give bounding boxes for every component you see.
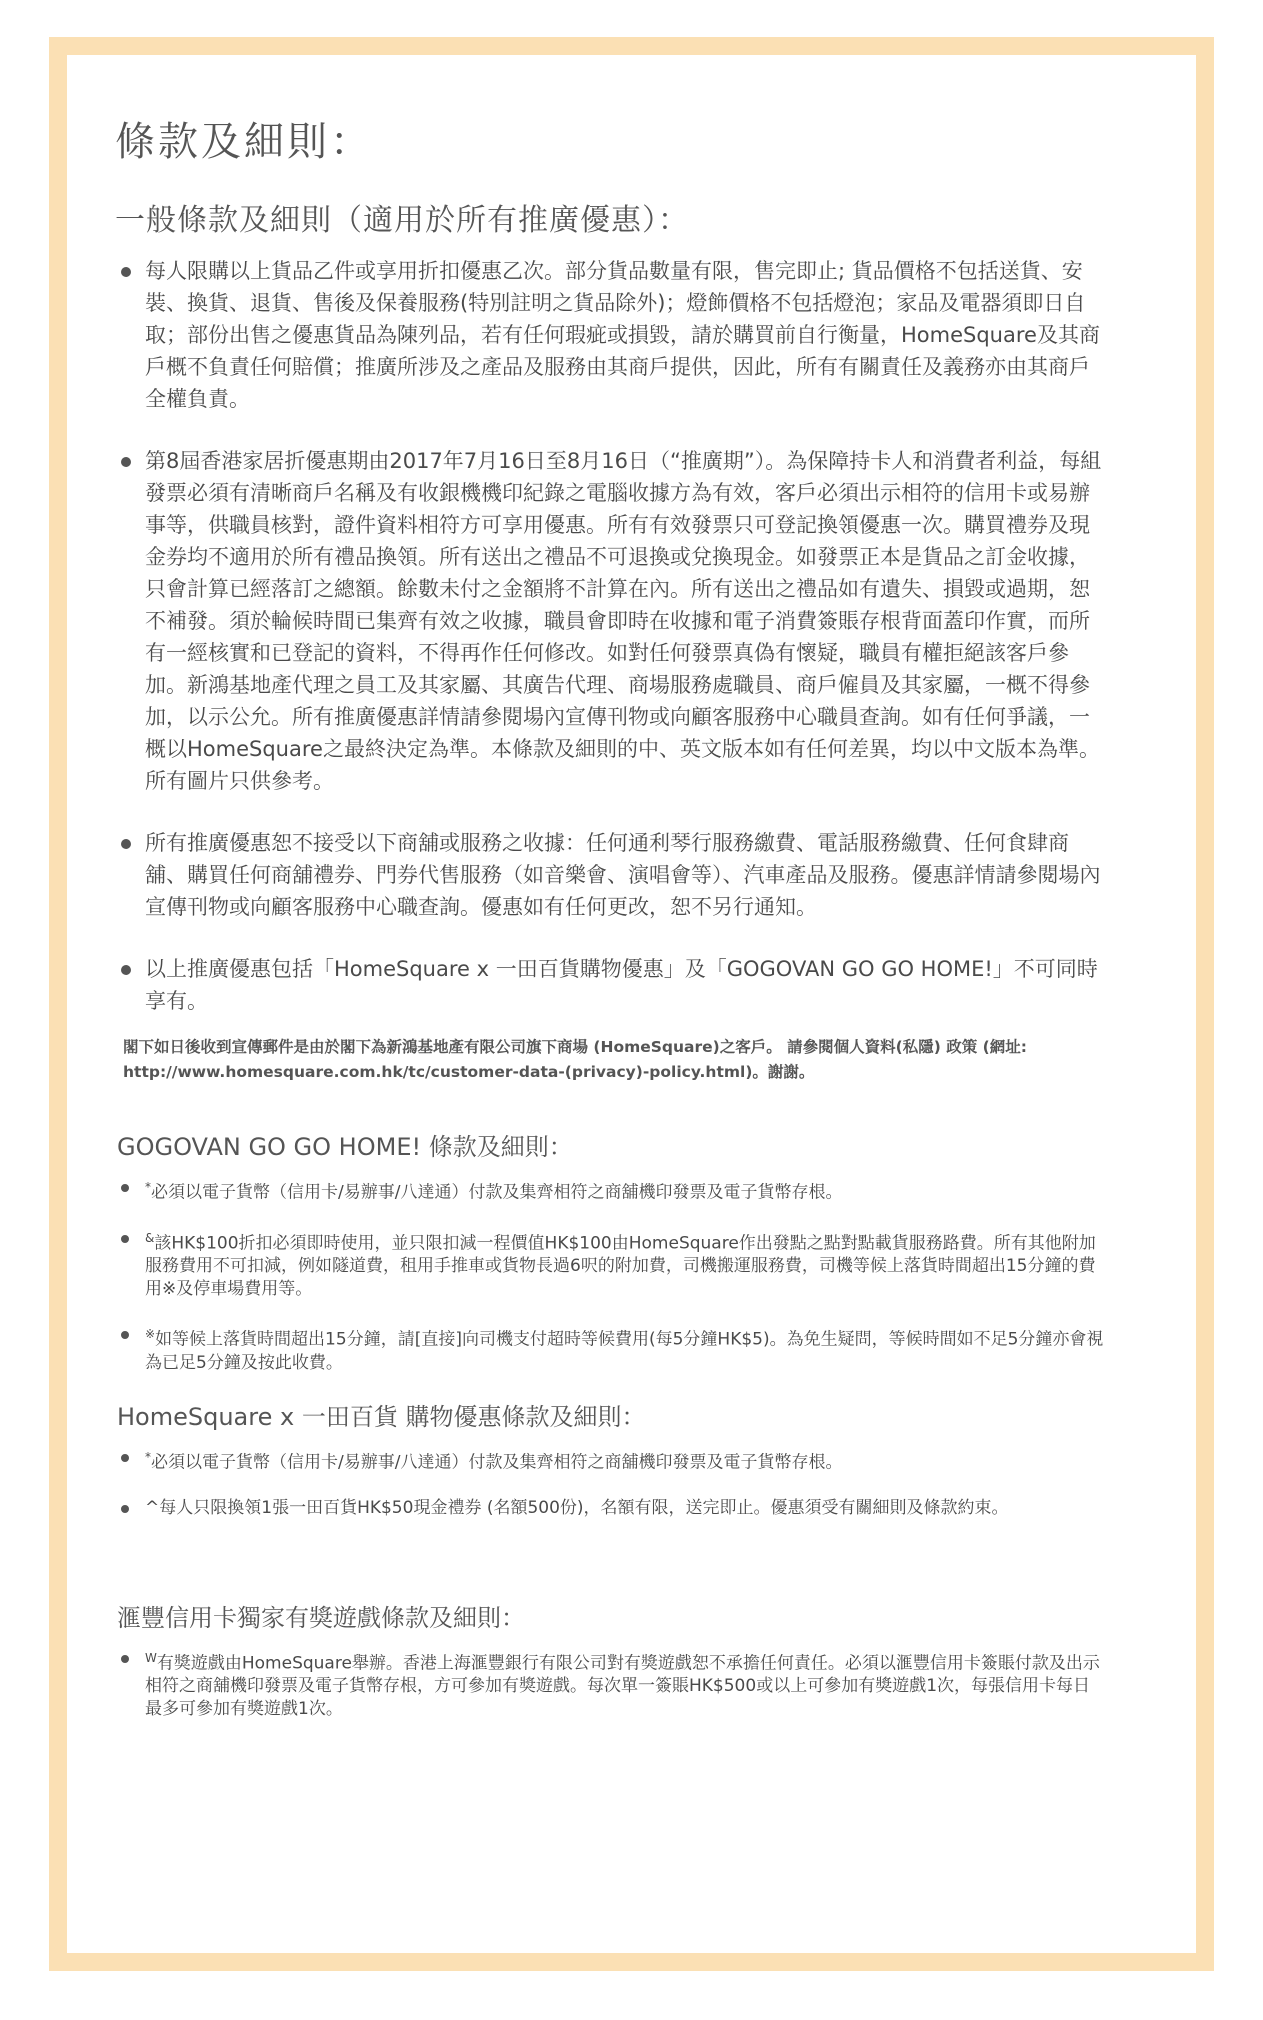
yata-terms-list [115, 1446, 1105, 1520]
hsbc-term-item: $^W$有獎遊戲由HomeSquare舉辦。香港上海滙豐銀行有限公司對有獎遊戲恕不承擔任何責任。必須以滙豐信用卡簽賬付款及出示相符之商舖機印發票及電子貨幣存根，方可參加有獎遊戲。每次單一簽賬HK$500或以上可參加有獎遊戲1次，每張信用卡每日最多可參加有獎遊戲1次。 [115, 1647, 1105, 1722]
hsbc-terms-heading: 滙豐信用卡獨家有獎遊戲條款及細則： [117, 1603, 525, 1632]
bullet-icon [121, 1235, 129, 1243]
general-term-item: 第8屆香港家居折優惠期由2017年7月16日至8月16日（“推廣期”）。為保障持卡人和消費者利益，每組發票必須有清晰商戶名稱及有收銀機機印紀錄之電腦收據方為有效，客戶必須出示相符的信用卡或易辦事等，供職員核對，證件資料相符方可享用優惠。所有有效發票只可登記換領優惠一次。購買禮券及現金券均不適用於所有禮品換領。所有送出之禮品不可退換或兌換現金。如發票正本是貨品之訂金收據，只會計算已經落訂之總額。餘數未付之金額將不計算在內。所有送出之禮品如有遺失、損毀或過期，恕不補發。須於輪候時間已集齊有效之收據，職員會即時在收據和電子消費簽賬存根背面蓋印作實，而所有一經核實和已登記的資料，不得再作任何修改。如對任何發票真偽有懷疑，職員有權拒絕該客戶參加。新鴻基地產代理之員工及其家屬、其廣告代理、商場服務處職員、商戶僱員及其家屬，一概不得參加，以示公允。所有推廣優惠詳情請參閱場內宣傳刊物或向顧客服務中心職員查詢。如有任何爭議，一概以HomeSquare之最終決定為準。本條款及細則的中、英文版本如有任何差異，均以中文版本為準。所有圖片只供參考。 [115, 445, 1105, 797]
yata-term-item: ^每人只限換領1張一田百貨HK$50現金禮券 (名額500份)，名額有限，送完即止。優惠須受有關細則及條款約束。 [115, 1497, 1105, 1520]
bullet-icon [121, 1505, 129, 1513]
bullet-icon [121, 267, 131, 277]
bullet-icon [121, 1331, 129, 1339]
gogovan-section [115, 1127, 1105, 1375]
yata-section [115, 1397, 1105, 1520]
footnote-mark: * [145, 1449, 151, 1464]
footnote-mark: ^ [145, 1497, 160, 1518]
gogovan-term-item: ※如等候上落貨時間超出15分鐘，請[直接]向司機支付超時等候費用(每5分鐘HK$5)。為免生疑問，等候時間如不足5分鐘亦會視為已足5分鐘及按此收費。 [115, 1323, 1105, 1375]
gogovan-terms-list [115, 1176, 1105, 1375]
terms-content [115, 110, 1105, 1743]
bullet-icon [121, 965, 131, 975]
footnote-mark: W [145, 1650, 157, 1665]
gogovan-terms-heading: GOGOVAN GO GO HOME! 條款及細則： [117, 1133, 573, 1161]
footnote-mark: ※ [145, 1327, 156, 1342]
bullet-icon [121, 457, 131, 467]
general-term-item: 以上推廣優惠包括「HomeSquare x 一田百貨購物優惠」及「GOGOVAN GO GO HOME!」不可同時享有。 [115, 953, 1105, 1017]
bullet-icon [121, 1454, 129, 1462]
hsbc-section [115, 1598, 1105, 1722]
gogovan-term-item: &該HK$100折扣必須即時使用，並只限扣減一程價值HK$100由HomeSquare作出發點之點對點載貨服務路費。所有其他附加服務費用不可扣減，例如隧道費，租用手推車或貨物長過6呎的附加費，司機搬運服務費，司機等候上落貨時間超出15分鐘的費用※及停車場費用等。 [115, 1227, 1105, 1302]
footnote-mark: & [145, 1230, 155, 1245]
footnote-mark: * [145, 1180, 151, 1194]
bullet-icon [121, 1184, 129, 1192]
general-term-item: 所有推廣優惠恕不接受以下商舖或服務之收據：任何通利琴行服務繳費、電話服務繳費、任何食肆商舖、購買任何商舖禮券、門券代售服務（如音樂會、演唱會等）、汽車產品及服務。優惠詳情請參閱場內宣傳刊物或向顧客服務中心職查詢。優惠如有任何更改，恕不另行通知。 [115, 827, 1105, 923]
bullet-icon [121, 839, 131, 849]
yata-terms-heading: HomeSquare x 一田百貨 購物優惠條款及細則： [117, 1402, 646, 1431]
general-term-item: 每人限購以上貨品乙件或享用折扣優惠乙次。部分貨品數量有限，售完即止; 貨品價格不包括送貨、安裝、換貨、退貨、售後及保養服務(特別註明之貨品除外)；燈飾價格不包括燈泡；家品及電器須即日自取；部份出售之優惠貨品為陳列品，若有任何瑕疵或損毀，請於購買前自行衡量，HomeSquare及其商戶概不負責任何賠償；推廣所涉及之產品及服務由其商戶提供，因此，所有有關責任及義務亦由其商戶全權負責。 [115, 255, 1105, 415]
general-terms-list [115, 255, 1105, 1017]
section-spacer [115, 1542, 1105, 1594]
yata-term-item: *必須以電子貨幣（信用卡/易辦事/八達通）付款及集齊相符之商舖機印發票及電子貨幣存根。 [115, 1446, 1105, 1475]
page-title: 條款及細則： [115, 119, 373, 165]
general-terms-heading: 一般條款及細則（適用於所有推廣優惠）： [115, 203, 689, 238]
privacy-notice: 閣下如日後收到宣傳郵件是由於閣下為新鴻基地產有限公司旗下商場 (HomeSquare)之客戶。 請參閱個人資料(私隱) 政策 (網址: http://www.homesquare.com.hk/tc/customer-data-(privacy)-policy.html)。謝謝。 [123, 1038, 1027, 1081]
gogovan-term-item: *必須以電子貨幣（信用卡/易辦事/八達通）付款及集齊相符之商舖機印發票及電子貨幣存根。 [115, 1176, 1105, 1205]
bullet-icon [121, 1655, 129, 1663]
hsbc-terms-list [115, 1647, 1105, 1722]
